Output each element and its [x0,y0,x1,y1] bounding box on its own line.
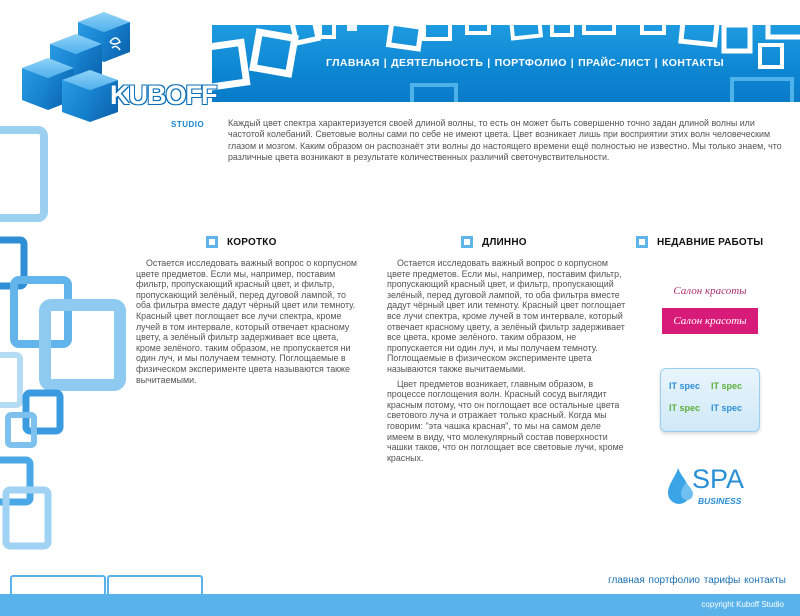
footer-nav [608,575,786,586]
logo[interactable] [18,10,217,129]
nav-item-pricelist[interactable]: ПРАЙС-ЛИСТ [578,57,651,69]
intro-text: Каждый цвет спектра характеризуется своей длиной волны, то есть он может быть совершенно точно задан длиной волны или частотой колебаний. Световые волны сами по себе не имеют цвета. Цвет возникает лишь при восприятии этих волн человеческим глазом и мозгом. Каким образом он распознаёт эти волны до настоящего времени ещё полностью не известно. Мы только знаем, что различные цвета возникают в результате количественных различий светочувствительности. [228,118,782,163]
footer-link-contacts[interactable]: контакты [744,575,786,586]
section-heading-recent-works [636,236,763,248]
salon-pink-title: Салон красоты [673,315,747,327]
section-title-recent-works: НЕДАВНИЕ РАБОТЫ [657,236,764,248]
nav-separator: | [654,57,658,69]
paragraph: Цвет предметов возникает, главным образом, в процессе поглощения волн. Красный сосуд выглядит красным потому, что он поглощает все остальные цвета светового луча и отражает только красный. Когда мы говорим: "эта чашка красная", то мы на самом деле имеем в виду, что молекулярный состав поверхности чашки таков, что он поглощает все световые лучи, кроме красных. [387,378,624,463]
footer-bar [0,594,800,616]
footer-link-home[interactable]: главная [608,575,645,586]
square-bullet-icon [636,236,648,248]
itspec-logo: IT spec [711,403,743,413]
copyright-text: copyright Kuboff Studio [701,600,784,609]
nav-separator: | [383,57,388,69]
work-spa-business[interactable] [666,464,760,520]
header-banner [212,25,800,102]
itspec-logo: IT spec [711,381,743,391]
itspec-logo: IT spec [669,403,701,413]
work-salon-light[interactable] [662,280,758,302]
nav-item-activity[interactable]: ДЕЯТЕЛЬНОСТЬ [391,57,484,69]
square-bullet-icon [461,236,473,248]
footer-link-tariffs[interactable]: тарифы [703,575,741,586]
section-title-long: ДЛИННО [482,236,527,248]
long-column-text [387,258,627,467]
footer-link-portfolio[interactable]: портфолио [648,575,700,586]
nav-separator: | [487,57,491,69]
logo-subtitle: STUDIO [171,120,205,129]
paragraph: Остается исследовать важный вопрос о корпусном цвете предметов. Если мы, например, поставим фильтр, пропускающий красный цвет, и фильтр, пропускающий зелёный, перед дуговой лампой, то оба фильтра вместе дадут чёрный цвет или темноту. Красный цвет поглощает все лучи спектра, кроме лучей в том интервале, который отвечает красному цвету, а зелёный фильтр задерживает все цвета, кроме зелёного. таким образом, не пропускается ни один луч, и мы получаем темноту. Поглощаемые в физическом эксперименте цвета называются также вычитаемыми. [387,258,626,374]
nav-item-contacts[interactable]: КОНТАКТЫ [661,57,725,69]
itspec-logo: IT spec [669,381,701,391]
paragraph: Остается исследовать важный вопрос о корпусном цвете предметов. Если мы, например, поставим фильтр, пропускающий красный цвет, и фильтр, пропускающий зелёный, перед дуговой лампой, то оба фильтра вместе дадут чёрный цвет или темноту. Красный цвет поглощает все лучи спектра, кроме лучей в том интервале, который отвечает красному цвету, а зелёный фильтр задерживает все цвета, кроме зелёного. таким образом, не пропускается ни один луч, и мы получаем темноту. Поглощаемые в физическом эксперименте цвета называются также вычитаемыми. [136,258,358,385]
short-column-text [136,258,358,389]
nav-item-portfolio[interactable]: ПОРТФОЛИО [494,57,567,69]
square-bullet-icon [206,236,218,248]
water-drop-icon [666,466,694,506]
nav-separator: | [570,57,575,69]
spa-title: SPA [692,464,745,494]
nav-item-home[interactable]: ГЛАВНАЯ [326,57,380,69]
section-heading-short [206,236,277,248]
main-nav [326,57,724,69]
spa-subtitle: BUSINESS [698,496,742,506]
logo-text: KUBOFF [110,80,217,110]
section-title-short: КОРОТКО [227,236,277,248]
salon-light-title: Салон красоты [673,285,747,297]
work-salon-pink[interactable] [662,308,758,334]
work-itspec-card[interactable] [660,368,760,432]
section-heading-long [461,236,527,248]
